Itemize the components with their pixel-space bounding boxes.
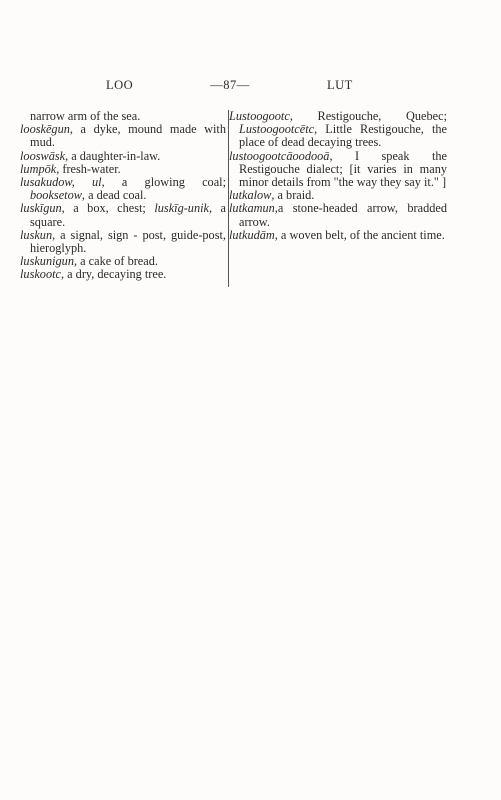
header-left-guideword: LOO — [106, 78, 134, 92]
dictionary-entry: lutkudām, a woven belt, of the ancient time. — [229, 227, 445, 242]
left-column — [20, 110, 226, 282]
dictionary-entry: lutkalow, a braid. — [229, 188, 315, 203]
dictionary-entry: lustoogootcāoodooā, I speak the Restigouche dialect; [it varies in many minor details from "the way they say it." ] — [229, 148, 447, 190]
dictionary-entry: luskootc, a dry, decaying tree. — [20, 267, 167, 282]
header-right-guideword: LUT — [327, 78, 353, 92]
dictionary-entry: luskunigun, a cake of bread. — [20, 254, 158, 269]
dictionary-entry: Lustoogootc, Restigouche, Quebec; Lustoogootcētc, Little Restigouche, the place of dead decaying trees. — [229, 109, 447, 150]
dictionary-entry: narrow arm of the sea. — [30, 109, 141, 123]
page-number: —87— — [210, 78, 250, 92]
dictionary-entry: looswāsk, a daughter-in-law. — [20, 148, 161, 163]
dictionary-entry: luskīgun, a box, chest; luskīg-unik, a square. — [20, 201, 226, 229]
dictionary-entry: luskun, a signal, sign - post, guide-post, hieroglyph. — [20, 227, 226, 256]
dictionary-entry: looskēgun, a dyke, mound made with mud. — [20, 122, 226, 150]
dictionary-entry: lutkamun,a stone-headed arrow, bradded arrow. — [229, 201, 447, 229]
right-column — [229, 110, 447, 242]
dictionary-entry: lusakudow, ul, a glowing coal; booksetow, a dead coal. — [20, 175, 226, 203]
dictionary-entry: lumpōk, fresh-water. — [20, 161, 121, 176]
